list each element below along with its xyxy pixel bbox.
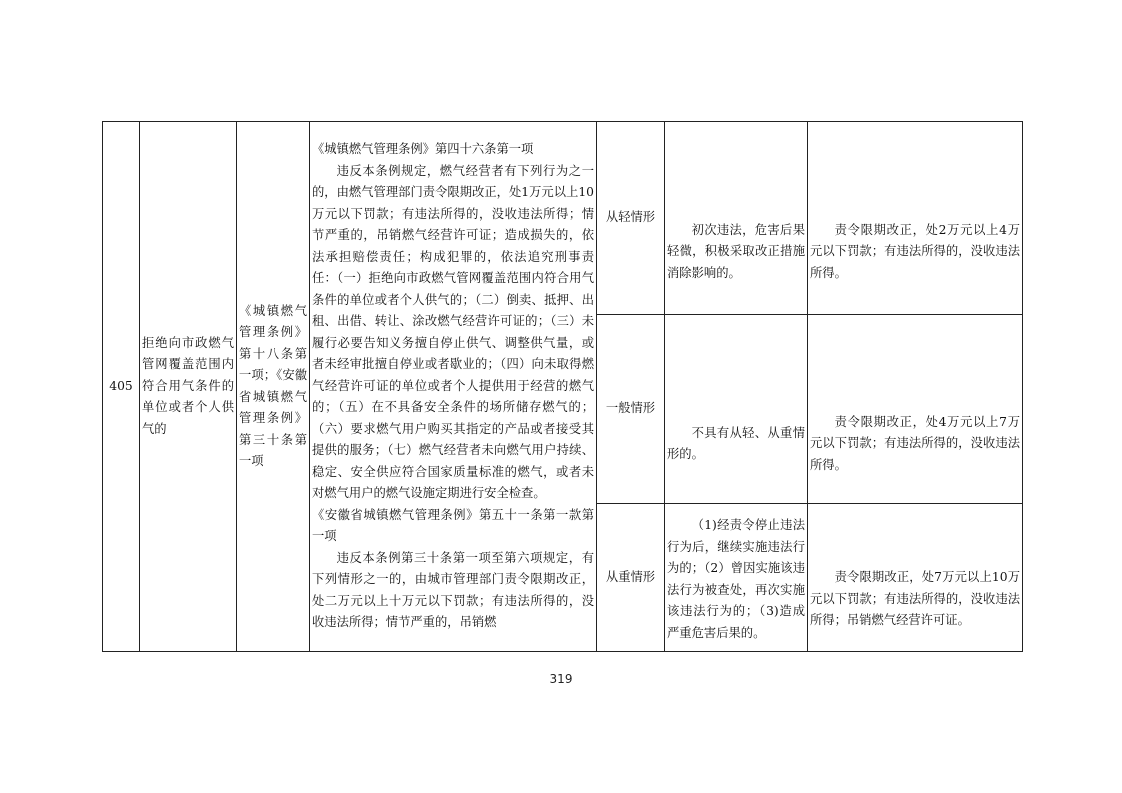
penalty-standard-cell: 责令限期改正，处7万元以上10万元以下罚款；有违法所得的，没收违法所得；吊销燃气经营许可证。 — [808, 504, 1023, 652]
item-number-cell: 405 — [103, 122, 140, 652]
applicable-condition-cell: （1)经责令停止违法行为后，继续实施违法行为的；（2）曾因实施该违法行为被查处，再次实施该违法行为的；（3)造成严重危害后果的。 — [665, 504, 808, 652]
provision-paragraph: 违反本条例第三十条第一项至第六项规定，有下列情形之一的，由城市管理部门责令限期改正，处二万元以上十万元以下罚款；有违法所得的，没收违法所得；情节严重的，吊销燃 — [312, 550, 594, 630]
provision-paragraph: 《安徽省城镇燃气管理条例》第五十一条第一款第一项 — [312, 507, 594, 544]
enforcement-table-sheet — [102, 121, 1022, 651]
applicable-condition-cell: 初次违法，危害后果轻微，积极采取改正措施消除影响的。 — [665, 122, 808, 315]
discretion-level-cell: 一般情形 — [597, 315, 665, 504]
penalty-provision-cell — [310, 122, 597, 652]
page-number: 319 — [549, 672, 573, 686]
provision-paragraph: 《城镇燃气管理条例》第四十六条第一项 — [312, 142, 534, 157]
table-row — [103, 122, 1023, 315]
discretion-level-cell: 从重情形 — [597, 504, 665, 652]
penalty-standard-cell: 责令限期改正，处4万元以上7万元以下罚款；有违法所得的，没收违法所得。 — [808, 315, 1023, 504]
applicable-condition-cell: 不具有从轻、从重情形的。 — [665, 315, 808, 504]
violation-item-cell: 拒绝向市政燃气管网覆盖范围内符合用气条件的单位或者个人供气的 — [140, 122, 237, 652]
discretion-level-cell: 从轻情形 — [597, 122, 665, 315]
penalty-standard-cell: 责令限期改正，处2万元以上4万元以下罚款；有违法所得的，没收违法所得。 — [808, 122, 1023, 315]
enforcement-standard-table — [102, 121, 1023, 652]
legal-basis-cell: 《城镇燃气管理条例》第十八条第一项；《安徽省城镇燃气管理条例》第三十条第一项 — [237, 122, 310, 652]
provision-paragraph: 违反本条例规定，燃气经营者有下列行为之一的，由燃气管理部门责令限期改正，处1万元以上10万元以下罚款；有违法所得的，没收违法所得；情节严重的，吊销燃气经营许可证；造成损失的，依法承担赔偿责任；构成犯罪的，依法追究刑事责任：（一）拒绝向市政燃气管网覆盖范围内符合用气条件的单位或者个人供气的；（二）倒卖、抵押、出租、出借、转让、涂改燃气经营许可证的；（三）未履行必要告知义务擅自停止供气、调整供气量，或者未经审批擅自停业或者歇业的；（四）向未取得燃气经营许可证的单位或者个人提供用于经营的燃气的；（五）在不具备安全条件的场所储存燃气的；（六）要求燃气用户购买其指定的产品或者接受其提供的服务；（七）燃气经营者未向燃气用户持续、稳定、安全供应符合国家质量标准的燃气，或者未对燃气用户的燃气设施定期进行安全检查。 — [312, 163, 594, 501]
